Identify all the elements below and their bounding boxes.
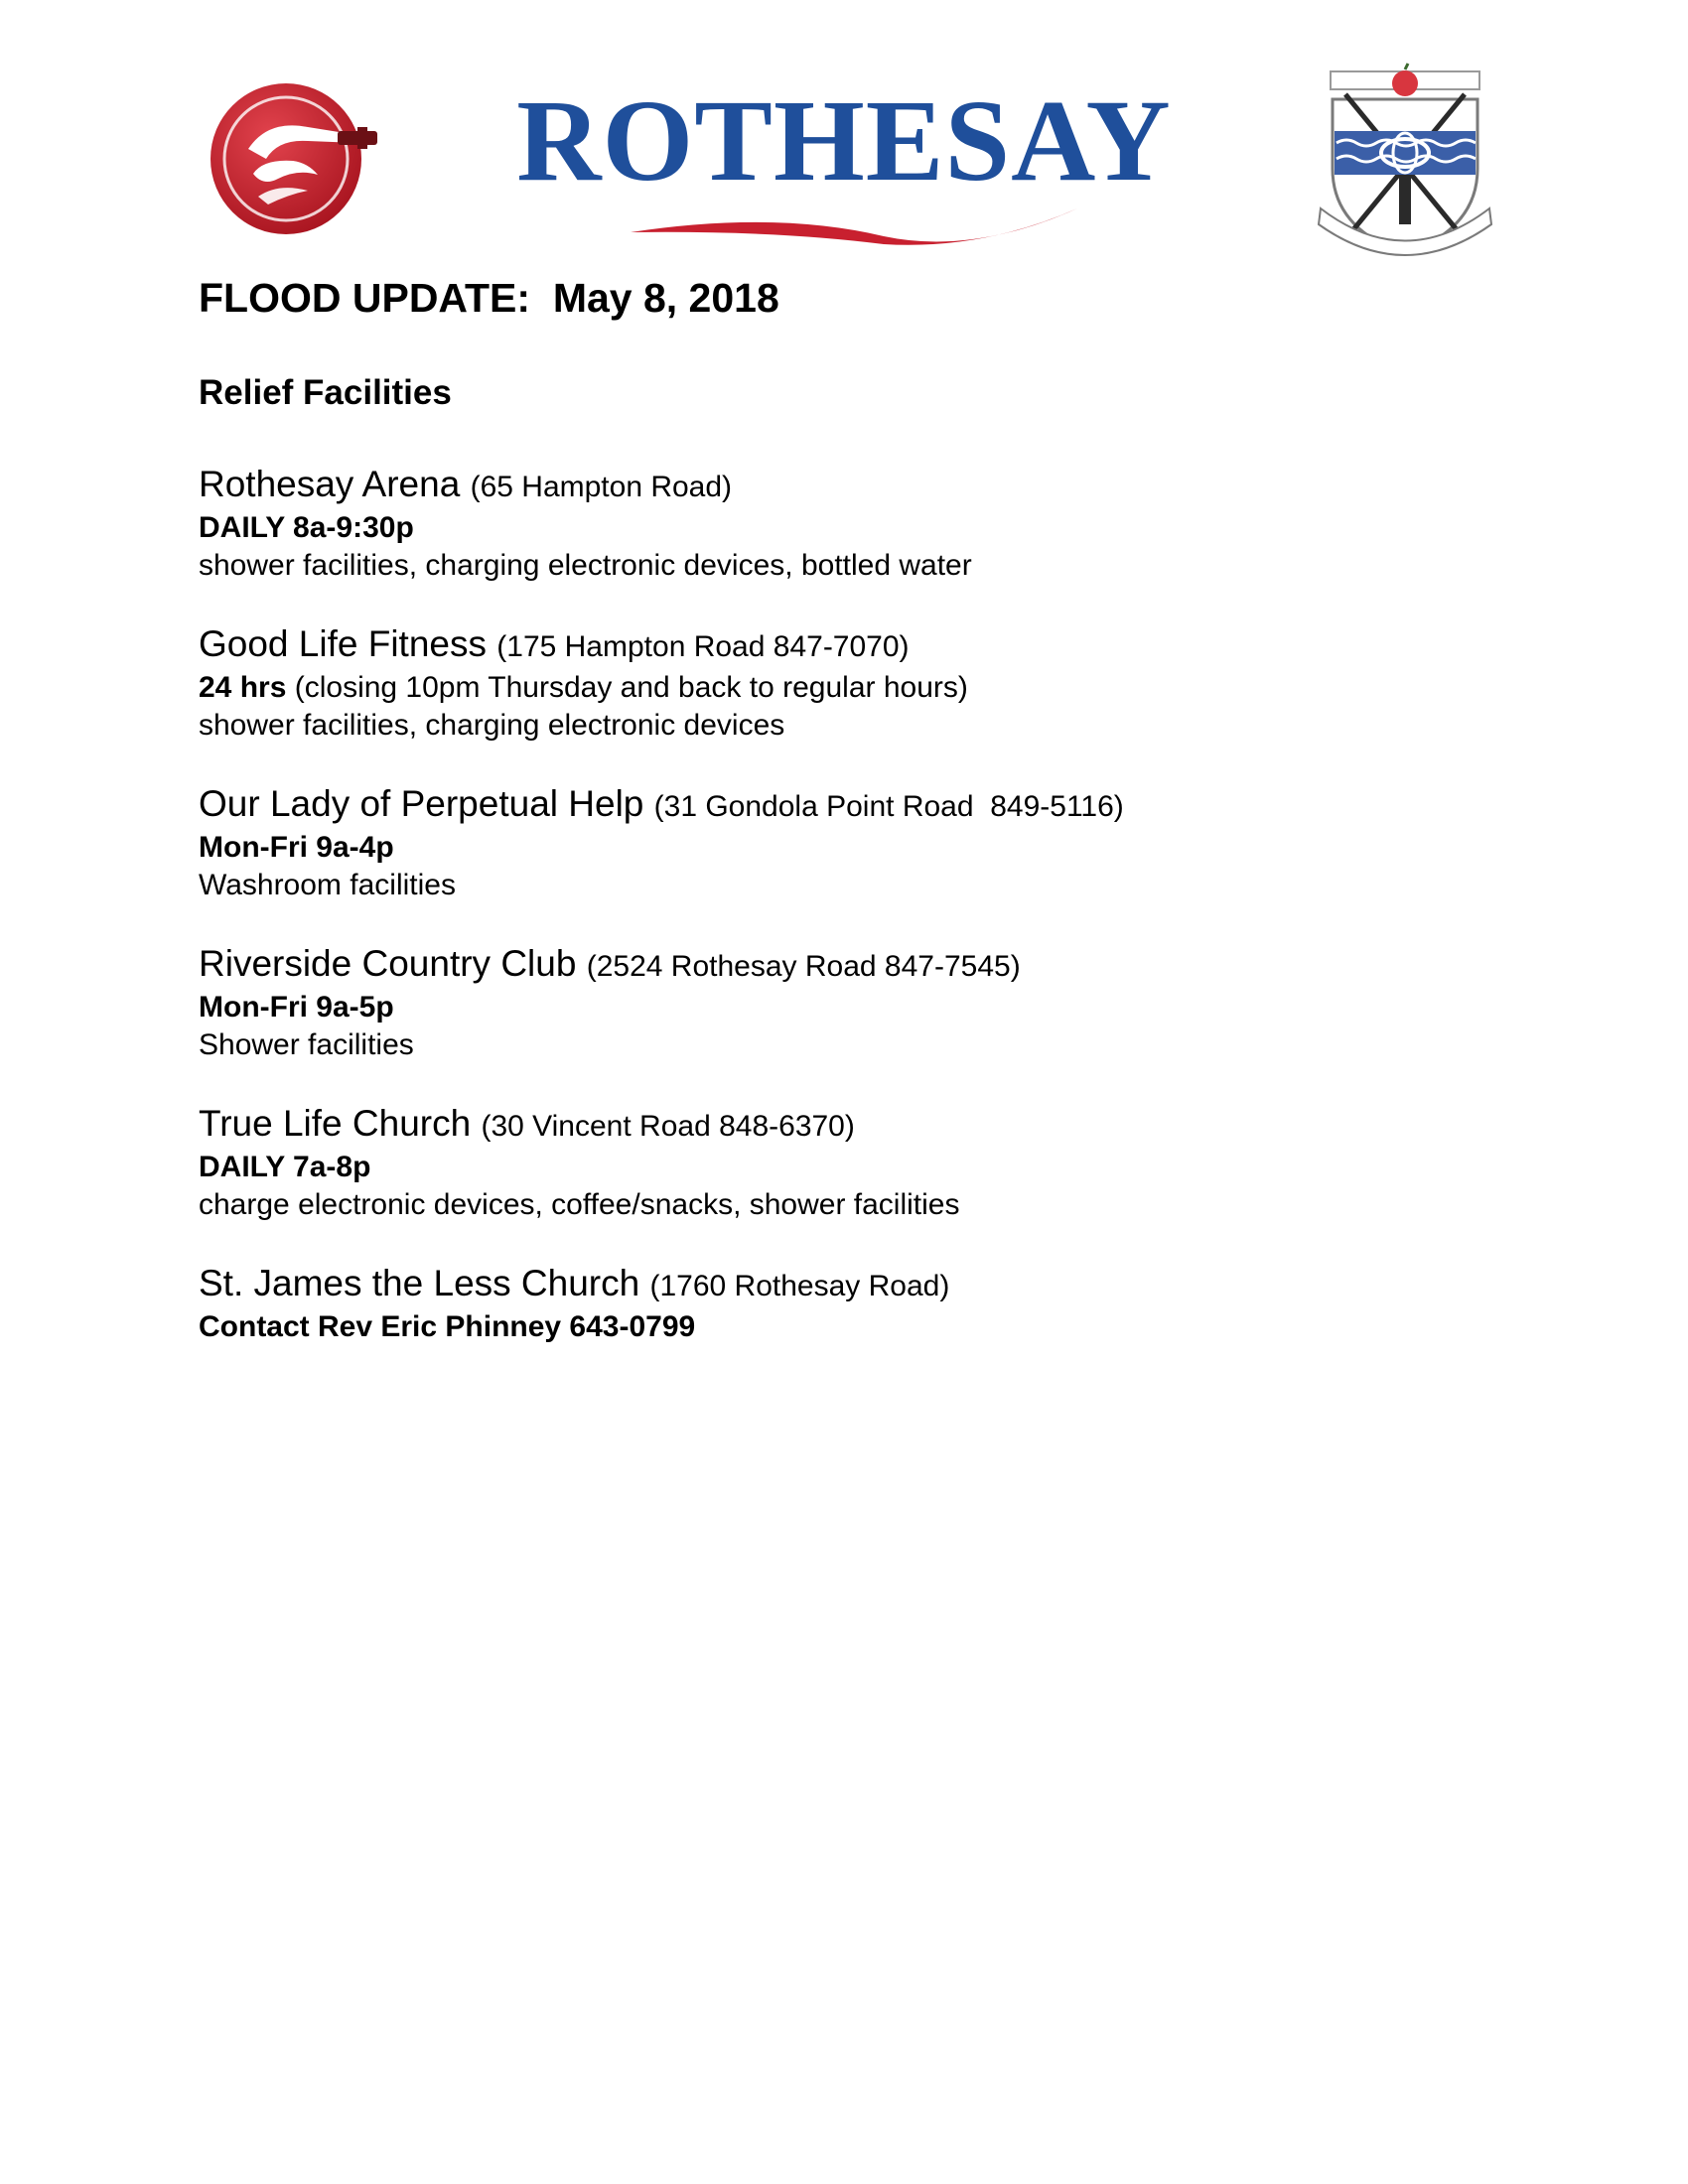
list-item (199, 463, 1529, 585)
facility-services: charge electronic devices, coffee/snacks, shower facilities (199, 1188, 960, 1221)
facility-address: (31 Gondola Point Road 849-5116) (653, 790, 1124, 823)
facility-name: True Life Church (199, 1103, 472, 1144)
brand-wordmark (516, 75, 1172, 260)
facility-hours: DAILY 7a-8p (199, 1151, 371, 1183)
facility-address: (2524 Rothesay Road 847-7545) (586, 950, 1021, 983)
list-item (199, 782, 1529, 904)
facility-address: (175 Hampton Road 847-7070) (496, 630, 910, 663)
facility-hours-note: (closing 10pm Thursday and back to regular hours) (286, 671, 968, 704)
facility-heading (199, 942, 1529, 989)
facility-services: shower facilities, charging electronic devices (199, 709, 785, 742)
list-item (199, 622, 1529, 745)
facility-hours-line (199, 989, 1529, 1026)
facility-hours: 24 hrs (199, 671, 287, 704)
facility-heading (199, 463, 1529, 509)
facility-hours-line (199, 829, 1529, 867)
list-item (199, 1102, 1529, 1224)
facility-name: Our Lady of Perpetual Help (199, 783, 644, 824)
facility-hours: Mon-Fri 9a-4p (199, 831, 394, 864)
facility-heading (199, 622, 1529, 669)
facility-services: Shower facilities (199, 1028, 414, 1061)
facility-address: (1760 Rothesay Road) (649, 1270, 950, 1302)
facility-heading (199, 1102, 1529, 1149)
facility-address: (30 Vincent Road 848-6370) (481, 1110, 855, 1143)
facility-hours-line (199, 1308, 1529, 1346)
facility-heading (199, 782, 1529, 829)
facility-services: shower facilities, charging electronic devices, bottled water (199, 549, 972, 582)
facility-hours-line (199, 669, 1529, 707)
facility-hours-line (199, 1149, 1529, 1186)
brand-swoosh (626, 201, 1082, 260)
brand-name: ROTHESAY (516, 75, 1172, 205)
coat-of-arms-icon (1311, 60, 1499, 268)
section-title: Relief Facilities (199, 373, 452, 412)
list-item (199, 1262, 1529, 1346)
facility-hours: Contact Rev Eric Phinney 643-0799 (199, 1310, 696, 1343)
facility-name: Good Life Fitness (199, 623, 487, 664)
facility-name: Rothesay Arena (199, 464, 461, 504)
facility-hours: DAILY 8a-9:30p (199, 511, 414, 544)
facility-list (199, 463, 1529, 1384)
facility-name: St. James the Less Church (199, 1263, 640, 1303)
facility-hours-line (199, 509, 1529, 547)
facility-address: (65 Hampton Road) (470, 471, 733, 503)
facility-hours: Mon-Fri 9a-5p (199, 991, 394, 1024)
facility-name: Riverside Country Club (199, 943, 577, 984)
facility-heading (199, 1262, 1529, 1308)
facility-services: Washroom facilities (199, 869, 456, 901)
list-item (199, 942, 1529, 1064)
rothesay-town-logo-icon (209, 79, 387, 238)
page-title: FLOOD UPDATE: May 8, 2018 (199, 275, 779, 321)
